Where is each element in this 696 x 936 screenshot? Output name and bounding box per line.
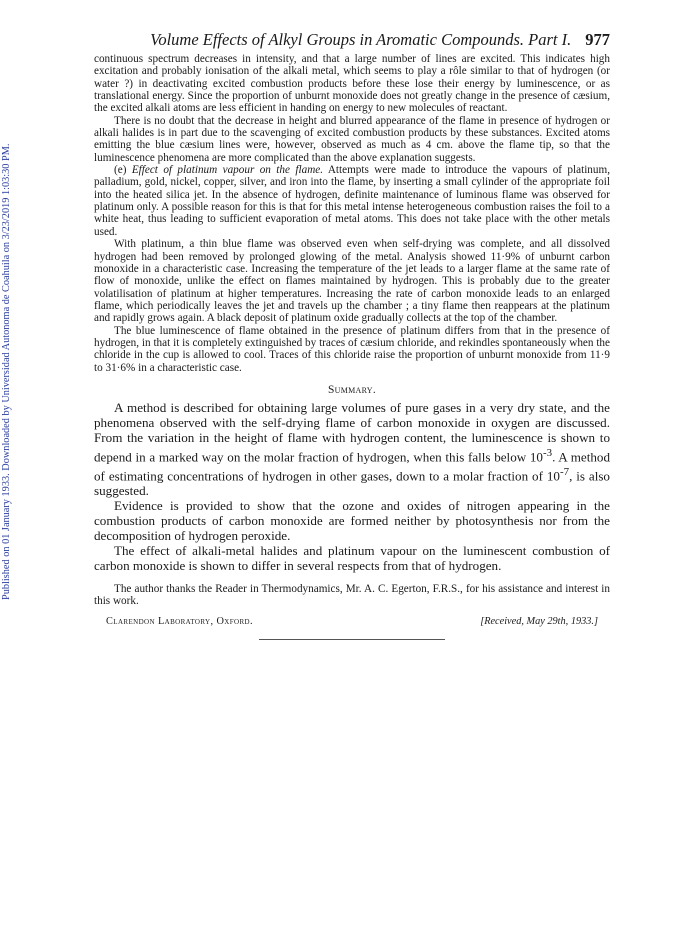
running-title: Volume Effects of Alkyl Groups in Aromatic Compounds. Part I. <box>150 30 572 49</box>
end-rule <box>259 639 445 640</box>
summary-text-c: , is also suggested. <box>94 468 610 499</box>
exponent-2: -7 <box>559 465 570 478</box>
download-watermark: Published on 01 January 1933. Downloaded by Universidad Autonoma de Coahuila on 3/23/2019 1:03:30 PM. <box>1 143 12 600</box>
paragraph-1: continuous spectrum decreases in intensity, and that a large number of lines are excited. This indicates high excitation and probably ionisation of the alkali metal, which seems to play a rôle similar to that of hydrogen (or water ?) in deactivating excited combustion products before these lose their energy by luminescence, or as translational energy. Since the proportion of unburnt monoxide does not greatly change in the presence of cæsium, the excited alkali atoms are less efficient in handing on energy to new molecules of reactant. <box>94 53 610 115</box>
summary-paragraph-3: The effect of alkali-metal halides and platinum vapour on the luminescent combustion of carbon monoxide is shown to differ in several respects from that of hydrogen. <box>94 542 610 573</box>
footer-line <box>94 616 610 627</box>
subsection-heading: Effect of platinum vapour on the flame. <box>131 164 324 177</box>
summary-heading: Summary. <box>327 383 377 396</box>
paragraph-2: There is no doubt that the decrease in height and blurred appearance of the flame in presence of hydrogen or alkali halides is in part due to the scavenging of excited combustion products by these substances. Excited atoms emitting the blue cæsium lines were, however, observed as much as 4 cm. above the flame tip, so that the luminescence phenomena are more complicated than the above explanation suggests. <box>94 114 610 164</box>
summary-paragraph-2: Evidence is provided to show that the ozone and oxides of nitrogen appearing in the combustion products of carbon monoxide are formed neither by photosynthesis nor from the decomposition of hydrogen peroxide. <box>94 498 610 543</box>
page-number: 977 <box>585 30 610 49</box>
summary-text-a: A method is described for obtaining large volumes of pure gases in a very dry state, and the phenomena observed with the self-drying flame of carbon monoxide in oxygen are discussed. From the variation in the height of flame with hydrogen content, the luminescence is shown to depend in a marked way on the molar fraction of hydrogen, when this falls below 10 <box>94 399 610 465</box>
paragraph-3 <box>94 164 610 238</box>
paragraph-3-text: Attempts were made to introduce the vapours of platinum, palladium, gold, nickel, copper, silver, and iron into the flame, by inserting a small cylinder of the appropriate foil into the heated silica jet. In the absence of hydrogen, definite maintenance of luminous flame was observed for platinum only. A possible reason for this is that for this metal intense heterogeneous combustion raises the foil to a white heat, thus leading to sufficient evaporation of metal atoms. This does not take place with the other metals used. <box>94 164 610 238</box>
article-body <box>94 53 610 374</box>
running-head <box>94 30 610 50</box>
summary-paragraph-1 <box>94 401 610 499</box>
acknowledgement: The author thanks the Reader in Thermodynamics, Mr. A. C. Egerton, F.R.S., for his assistance and interest in this work. <box>94 582 610 608</box>
summary-text-b: . A method of estimating concentrations of hydrogen in other gases, down to a molar fraction of 10 <box>94 449 610 484</box>
journal-page <box>94 30 610 640</box>
summary-section <box>94 401 610 574</box>
received-date: [Received, May 29th, 1933.] <box>480 615 598 627</box>
affiliation: Clarendon Laboratory, Oxford. <box>106 615 253 627</box>
paragraph-4: With platinum, a thin blue flame was observed even when self-drying was complete, and all dissolved hydrogen had been removed by prolonged glowing of the metal. Analysis showed 11·9% of unburnt carbon monoxide in a characteristic case. Increasing the temperature of the jet leads to a larger flame at the same rate of flow of monoxide, unlike the effect on flames maintained by hydrogen. This is probably due to the greater volatilisation of platinum at higher temperatures. Increasing the rate of carbon monoxide leads to an enlarged flame, which periodically leaves the jet and travels up the chamber ; a tiny flame then reappears at the platinum and rapidly grows again. A black deposit of platinum oxide gradually collects at the top of the chamber. <box>94 238 610 325</box>
paragraph-5: The blue luminescence of flame obtained in the presence of platinum differs from that in the presence of hydrogen, in that it is completely extinguished by traces of cæsium chloride, and rekindles spontaneously when the chloride in the cup is allowed to cool. Traces of this chloride raise the proportion of unburnt monoxide from 11·9 to 31·6% in a characteristic case. <box>94 324 610 374</box>
exponent-1: -3 <box>542 446 553 459</box>
subsection-label: (e) <box>114 164 132 177</box>
